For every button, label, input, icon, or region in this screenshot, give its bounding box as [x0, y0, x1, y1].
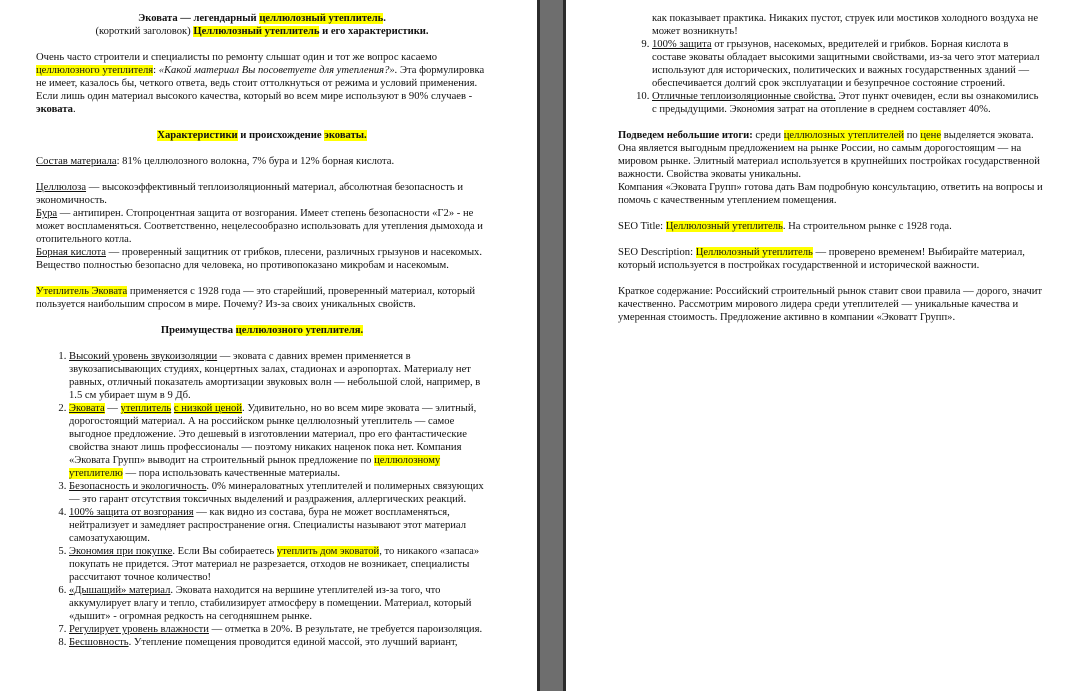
highlight: утеплить дом эковатой — [276, 546, 380, 557]
list-item: 5. Экономия при покупке. Если Вы собираетесь утеплить дом эковатой, то никакого «запаса» покупать не придется. Этот материал не разрезается, отходов не возникает, специалисты рассчитают точное количество! — [69, 545, 488, 584]
highlight: утеплитель — [120, 403, 172, 414]
highlight: целлюлозных утеплителей — [783, 130, 905, 141]
highlight: целлюлозному утеплителю — [69, 455, 441, 479]
highlight: цене — [920, 130, 942, 141]
highlight: Эковата — [69, 403, 105, 414]
list-item: 9. 100% защита от грызунов, насекомых, вредителей и грибков. Борная кислота в составе эковаты обладает высокими защитными свойствами, из-за чего этот материал используют для исторических, политических и важных государственных зданий — обеспечивается долгий срок эксплуатации и безупречное состояние строений. — [652, 38, 1044, 90]
highlight: целлюлозного утеплителя — [36, 65, 154, 76]
document-page-right — [566, 0, 1084, 691]
composition-paragraph: Состав материала: 81% целлюлозного волокна, 7% бура и 12% борная кислота. — [36, 156, 395, 167]
page-left-content — [36, 12, 488, 649]
highlight: целлюлозный утеплитель — [259, 13, 384, 24]
intro-paragraph: Очень часто строители и специалисты по ремонту слышат один и тот же вопрос касаемо целлюлозного утеплителя: «Какой материал Вы посоветуете для утепления?». Эта формулировка не имеет, казалось бы, четкого ответа, ведь стоит оттолкнуться от режима и условий применения. Если лишь один материал высокого качества, который во всем мире используют в 90% случаев - эковата. — [36, 52, 485, 115]
list-item: 2. Эковата — утеплитель с низкой ценой. Удивительно, но во всем мире эковата — элитный, дорогостоящий материал. А на российском рынке целлюлозный утеплитель — самое выгодное предложение. Это дешевый в изготовлении материал, про его фантастические свойства знают лишь профессионалы — поэтому никаких наценок пока нет. Компания «Эковата Групп» выводит на строительный рынок предложение по целлюлозному утеплителю — пора использовать качественные материалы. — [69, 402, 488, 480]
highlight: Целлюлозный утеплитель — [665, 221, 783, 232]
list-item: 3. Безопасность и экологичность. 0% минераловатных утеплителей и полимерных связующих — это гарант отсутствия токсичных выделений и раздражения, аллергических реакций. — [69, 480, 488, 506]
summary-paragraph: Подведем небольшие итоги: среди целлюлозных утеплителей по цене выделяется эковата. Она является выгодным предложением на рынке России, но самым дорогостоящим — на мировом рынке. Элитный материал используется в крупнейших постройках государственной важности. Свойства эковаты уникальны. — [618, 130, 1040, 180]
highlight: Утеплитель Эковата — [36, 286, 128, 297]
history-paragraph: Утеплитель Эковата применяется с 1928 года — это старейший, проверенный материал, который пользуется наибольшим спросом в мире. Почему? Из-за своих уникальных свойств. — [36, 286, 476, 310]
advantages-list — [36, 350, 488, 649]
highlight: эковаты. — [324, 130, 367, 141]
advantages-list-continued — [618, 38, 1044, 116]
company-paragraph: Компания «Эковата Групп» готова дать Вам подробную консультацию, ответить на вопросы и помочь с качественным утеплением помещения. — [618, 182, 1043, 206]
page-right-content — [618, 12, 1044, 324]
list-item: 10. Отличные теплоизоляционные свойства. Этот пункт очевиден, если вы ознакомились с предыдущими. Экономия затрат на отопление в среднем составляет 40%. — [652, 90, 1044, 116]
seo-description: SEO Description: Целлюлозный утеплитель — проверено временем! Выбирайте материал, который используется в постройках государственной и исторической важности. — [618, 247, 1025, 271]
list-item: 4. 100% защита от возгорания — как видно из состава, бура не может воспламеняться, нейтрализует и замедляет распространение огня. Специалисты называют этот материал самозатухающим. — [69, 506, 488, 545]
list-item: 6. «Дышащий» материал. Эковата находится на вершине утеплителей из-за того, что аккумулирует влагу и тепло, стабилизирует атмосферу в помещении. Материал, который «дышит» - огромная редкость на сегодняшнем рынке. — [69, 584, 488, 623]
highlight: Целлюлозный утеплитель — [695, 247, 813, 258]
section-heading-advantages: Преимущества целлюлозного утеплителя. — [160, 325, 364, 336]
list-item-continuation: как показывает практика. Никаких пустот, струек или мостиков холодного воздуха не может возникнуть! — [652, 13, 1039, 37]
section-heading-characteristics: Характеристики и происхождение эковаты. — [157, 130, 367, 141]
boric-acid-paragraph: Борная кислота — проверенный защитник от грибков, плесени, различных грызунов и насекомых. Вещество полностью безопасно для человека, но противопоказано микробам и насекомым. — [36, 247, 483, 271]
page-separator — [537, 0, 566, 691]
highlight: с низкой ценой — [173, 403, 243, 414]
borax-paragraph: Бура — антипирен. Стопроцентная защита от возгорания. Имеет степень безопасности «Г2» - не может воспламеняться. Соответственно, нецелесообразно использовать для утепления дымохода и отопительного котла. — [36, 208, 483, 245]
seo-title: SEO Title: Целлюлозный утеплитель. На строительном рынке с 1928 года. — [618, 221, 952, 232]
list-item: 7. Регулирует уровень влажности — отметка в 20%. В результате, не требуется пароизоляция. — [69, 623, 488, 636]
highlight: Целлюлозный утеплитель — [193, 26, 320, 37]
document-page-left — [0, 0, 537, 691]
highlight: Характеристики — [157, 130, 238, 141]
page-title: Эковата — легендарный целлюлозный утеплитель. — [138, 13, 386, 24]
highlight: целлюлозного утеплителя. — [235, 325, 364, 336]
cellulose-paragraph: Целлюлоза — высокоэффективный теплоизоляционный материал, абсолютная безопасность и экономичность. — [36, 182, 464, 206]
list-item: 8. Бесшовность. Утепление помещения проводится единой массой, это лучший вариант, — [69, 636, 488, 649]
list-item: 1. Высокий уровень звукоизоляции — эковата с давних времен применяется в звукозаписывающих студиях, концертных залах, стадионах и аэропортах. Материалу нет равных, отличный показатель амортизации звуковых волн — небольшой слой, например, в 1.5 см убирает шум в 9 Дб. — [69, 350, 488, 402]
short-summary: Краткое содержание: Российский строительный рынок ставит свои правила — дорого, значит качественно. Рассмотрим мирового лидера среди утеплителей — уникальные качества и умеренная стоимость. Предложение активно в компании «Эковатт Групп». — [618, 286, 1043, 323]
page-subtitle: (короткий заголовок) Целлюлозный утеплитель и его характеристики. — [95, 26, 429, 37]
